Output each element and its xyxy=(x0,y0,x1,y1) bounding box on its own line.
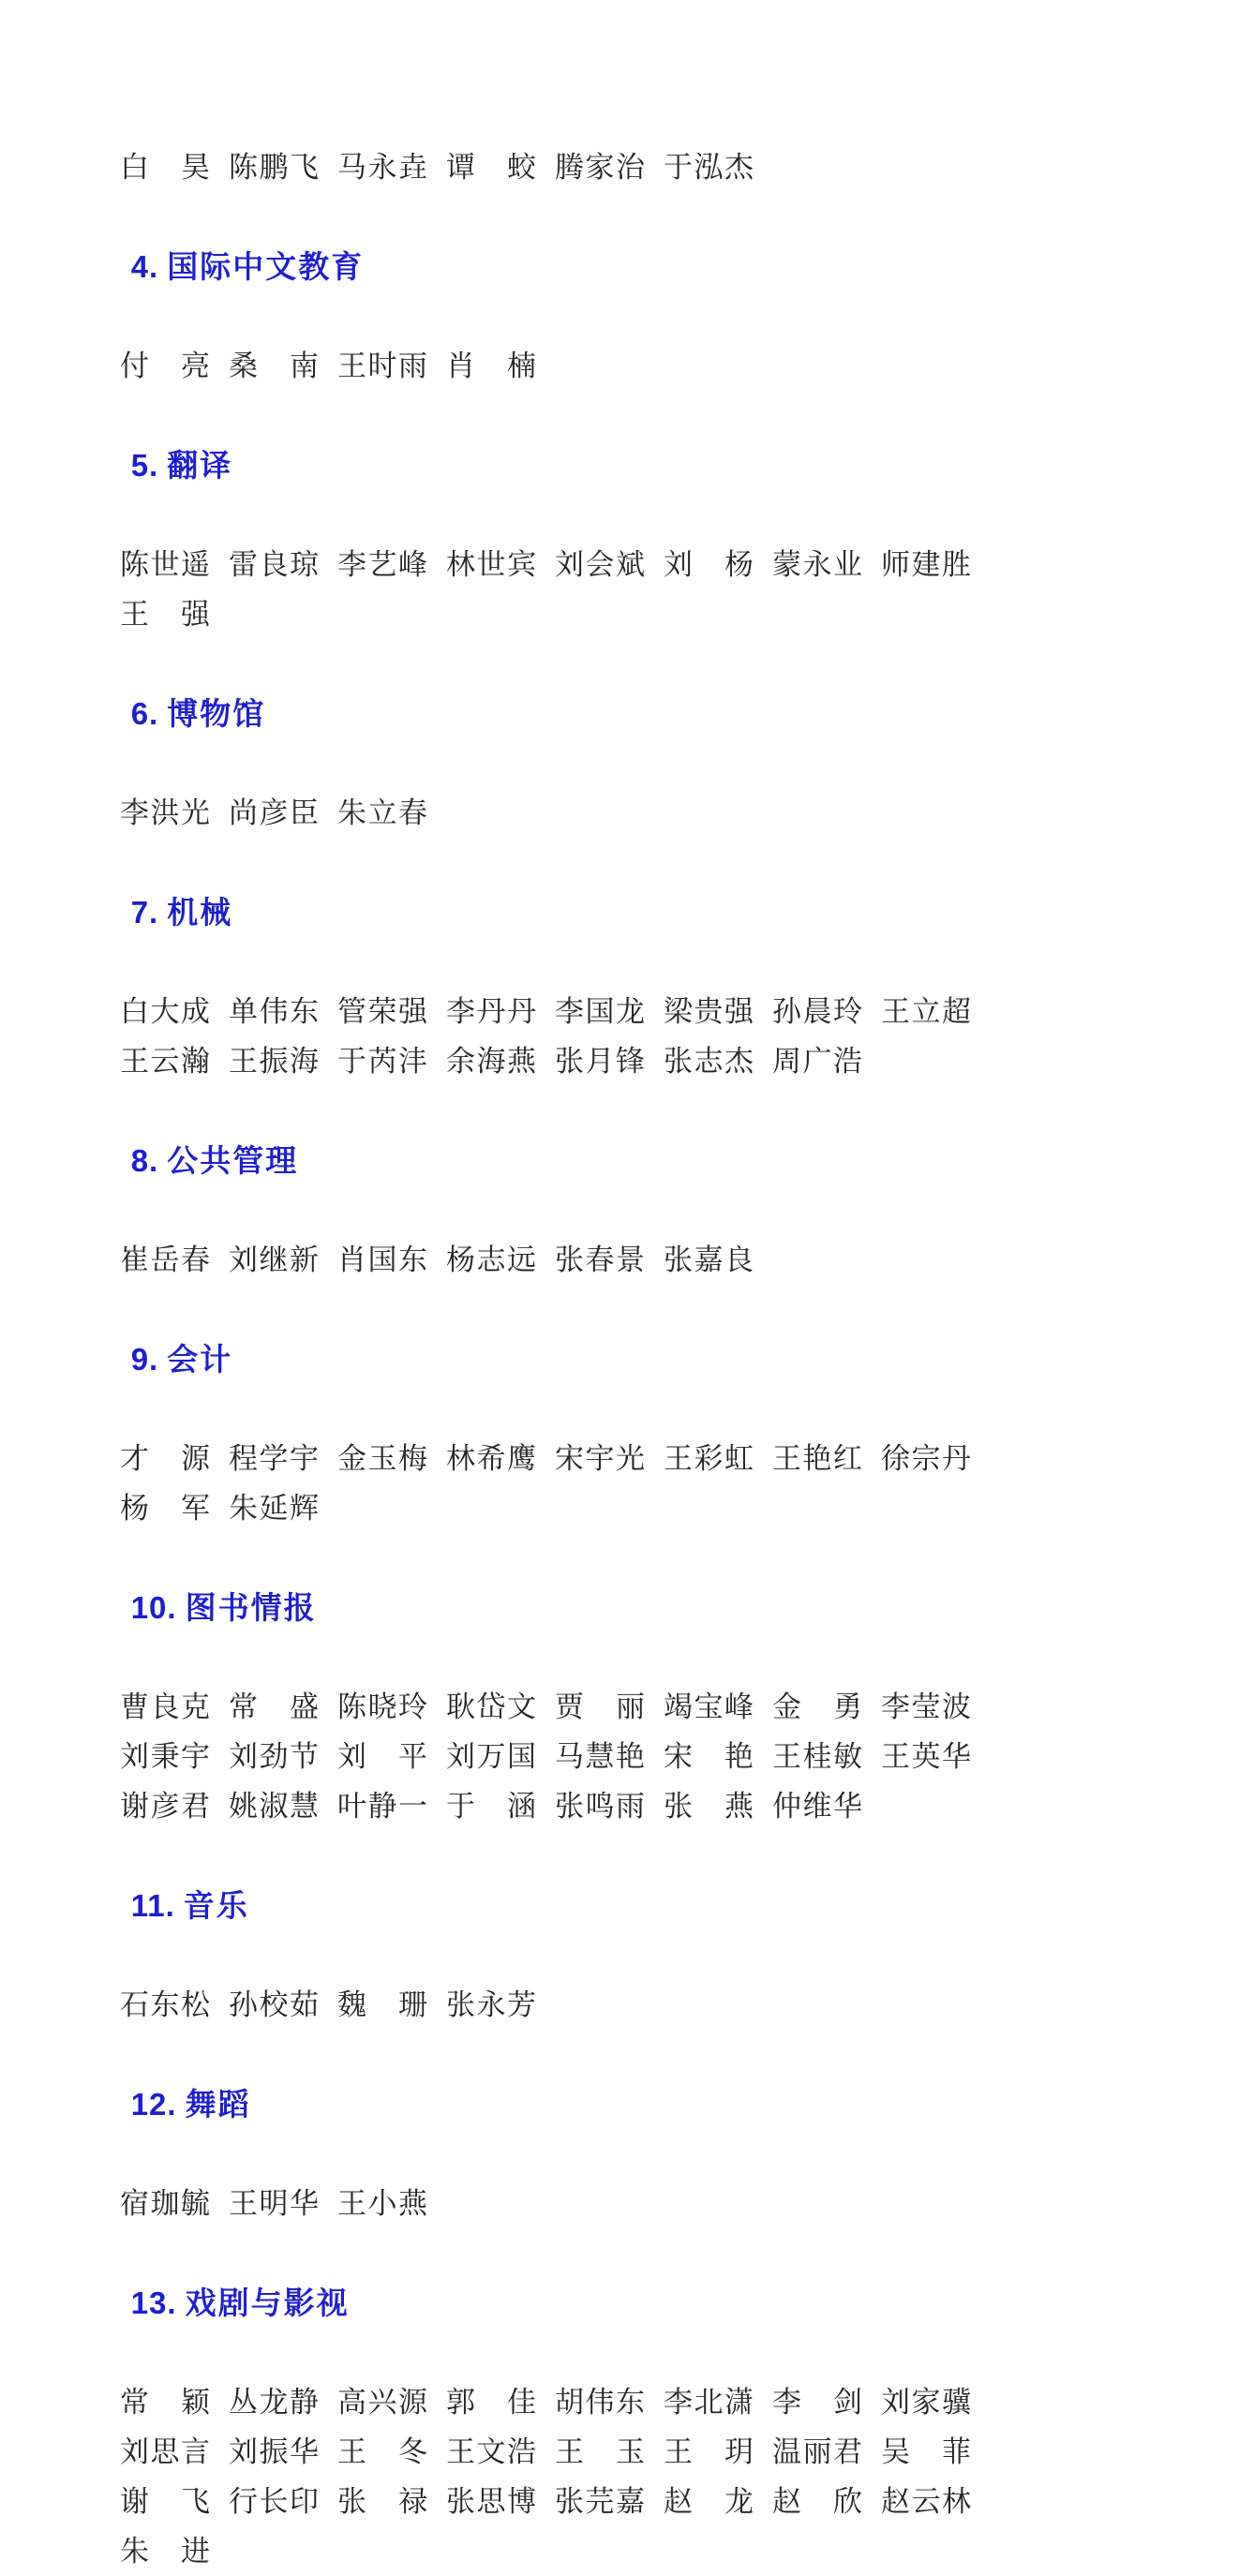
section-heading xyxy=(0,391,1239,540)
section-title: 图书情报 xyxy=(185,1590,317,1625)
section-number: 5. xyxy=(130,448,159,483)
section-number: 8. xyxy=(130,1143,159,1178)
section-title: 机械 xyxy=(167,895,233,930)
names-line: 王 强 xyxy=(120,598,212,631)
section-title: 国际中文教育 xyxy=(167,249,365,284)
section-heading xyxy=(0,639,1239,788)
section-heading xyxy=(0,1285,1239,1434)
names-line: 才 源 程学宇 金玉梅 林希鹰 宋宇光 王彩虹 王艳红 徐宗丹 xyxy=(120,1442,973,1475)
section-number: 10. xyxy=(130,1590,177,1625)
section-number: 13. xyxy=(130,2286,177,2320)
names-line: 宿珈毓 王明华 王小燕 xyxy=(120,2187,429,2220)
names-line: 谢 飞 行长印 张 禄 张思博 张芫嘉 赵 龙 赵 欣 赵云林 xyxy=(120,2485,973,2518)
section-title: 公共管理 xyxy=(167,1143,299,1178)
names-line: 刘思言 刘振华 王 冬 王文浩 王 玉 王 玥 温丽君 吴 菲 xyxy=(120,2435,973,2468)
section-heading xyxy=(0,1533,1239,1682)
section-title: 戏剧与影视 xyxy=(185,2286,350,2320)
section-number: 4. xyxy=(130,249,159,284)
section-heading xyxy=(0,1831,1239,1980)
section-number: 7. xyxy=(130,895,159,930)
section-title: 会计 xyxy=(167,1342,233,1377)
section-number: 12. xyxy=(130,2087,177,2122)
names-line: 李洪光 尚彦臣 朱立春 xyxy=(120,797,429,829)
names-line: 刘秉宇 刘劲节 刘 平 刘万国 马慧艳 宋 艳 王桂敏 王英华 xyxy=(120,1740,973,1773)
section-number: 6. xyxy=(130,696,159,731)
section-heading xyxy=(0,2228,1239,2377)
names-line: 杨 军 朱延辉 xyxy=(120,1492,321,1525)
names-line: 谢彦君 姚淑慧 叶静一 于 涵 张鸣雨 张 燕 仲维华 xyxy=(120,1790,864,1823)
names-line: 石东松 孙校茹 魏 珊 张永芳 xyxy=(120,1988,538,2021)
names-line: 崔岳春 刘继新 肖国东 杨志远 张春景 张嘉良 xyxy=(120,1243,755,1276)
section-title: 博物馆 xyxy=(167,696,266,731)
section-heading xyxy=(0,2030,1239,2179)
section-heading xyxy=(0,838,1239,987)
names-line: 付 亮 桑 南 王时雨 肖 楠 xyxy=(120,350,538,382)
section-title: 舞蹈 xyxy=(185,2087,251,2122)
section-number: 9. xyxy=(130,1342,159,1377)
names-line: 白大成 单伟东 管荣强 李丹丹 李国龙 梁贵强 孙晨玲 王立超 xyxy=(120,995,973,1028)
section-title: 音乐 xyxy=(183,1888,249,1923)
names-line: 曹良克 常 盛 陈晓玲 耿岱文 贾 丽 竭宝峰 金 勇 李莹波 xyxy=(120,1690,973,1723)
names-line: 王云瀚 王振海 于芮沣 余海燕 张月锋 张志杰 周广浩 xyxy=(120,1045,864,1078)
names-line: 白 昊 陈鹏飞 马永垚 谭 蛟 腾家治 于泓杰 xyxy=(120,151,755,184)
section-heading xyxy=(0,192,1239,341)
names-line: 朱 进 xyxy=(120,2535,212,2568)
section-title: 翻译 xyxy=(167,448,233,483)
names-line: 常 颖 丛龙静 高兴源 郭 佳 胡伟东 李北潇 李 剑 刘家骥 xyxy=(120,2386,973,2419)
section-number: 11. xyxy=(130,1888,175,1923)
names-line: 陈世遥 雷良琼 李艺峰 林世宾 刘会斌 刘 杨 蒙永业 师建胜 xyxy=(120,548,973,581)
section-heading xyxy=(0,1086,1239,1235)
